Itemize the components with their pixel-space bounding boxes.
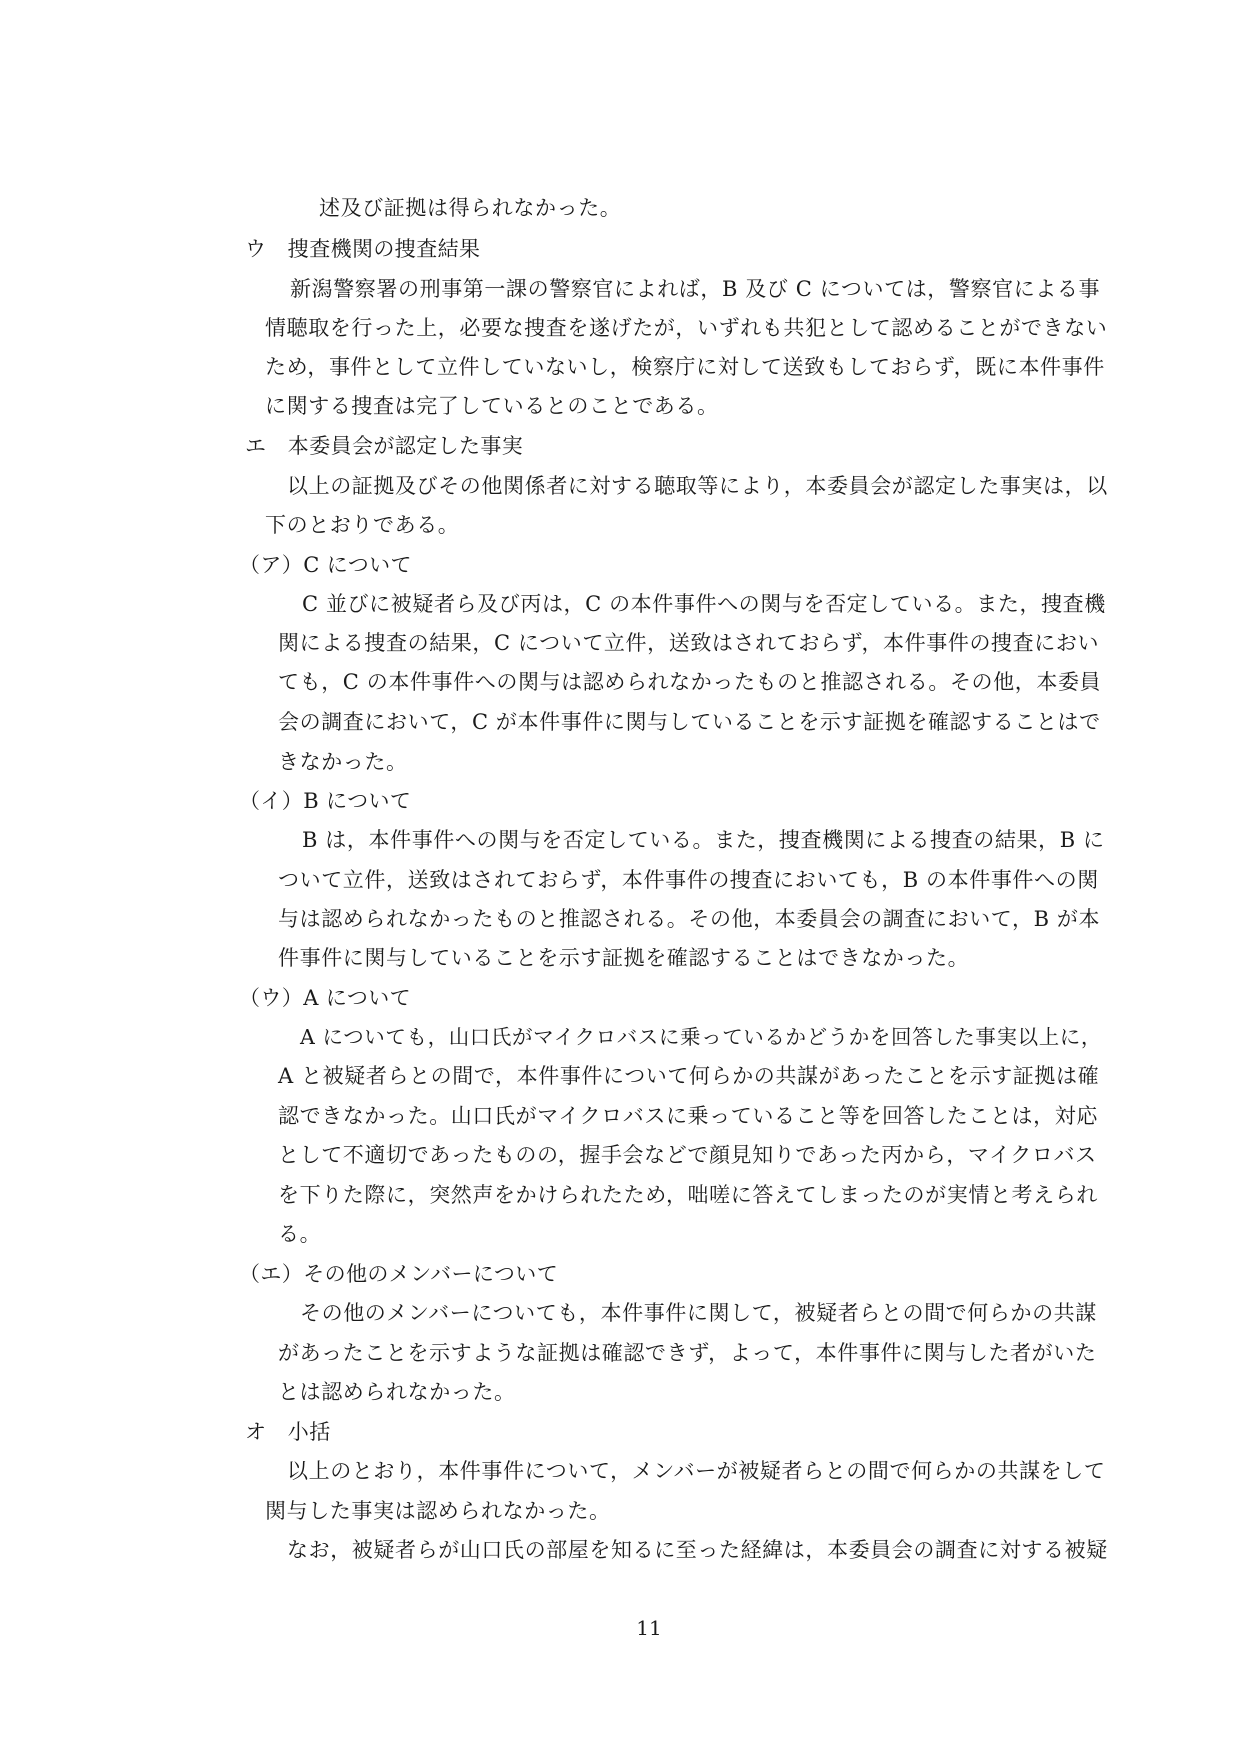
paragraph-line: その他のメンバーについても，本件事件に関して，被疑者らとの間で何らかの共謀 — [300, 1301, 1097, 1325]
section-heading-u: ウ 捜査機関の捜査結果 — [245, 237, 481, 261]
paragraph-line: 関による捜査の結果，C について立件，送致はされておらず，本件事件の捜査におい — [278, 631, 1100, 655]
paragraph-line: る。 — [278, 1222, 322, 1246]
paragraph-line: 新潟警察署の刑事第一課の警察官によれば，B 及び C については，警察官による事 — [290, 277, 1101, 301]
paragraph-line: 述及び証拠は得られなかった。 — [319, 196, 622, 220]
paragraph-line: を下りた際に，突然声をかけられたため，咄嗟に答えてしまったのが実情と考えられ — [278, 1183, 1098, 1207]
paragraph-line: 以上のとおり，本件事件について，メンバーが被疑者らとの間で何らかの共謀をして — [287, 1459, 1106, 1483]
paragraph-line: B は，本件事件への関与を否定している。また，捜査機関による捜査の結果，B に — [302, 828, 1105, 852]
paragraph-line: なお，被疑者らが山口氏の部屋を知るに至った経緯は，本委員会の調査に対する被疑 — [287, 1538, 1108, 1562]
subsection-heading-u: （ウ）A について — [239, 986, 412, 1010]
paragraph-line: に関する捜査は完了しているとのことである。 — [265, 394, 719, 418]
paragraph-line: 件事件に関与していることを示す証拠を確認することはできなかった。 — [278, 946, 970, 970]
paragraph-line: とは認められなかった。 — [278, 1380, 516, 1404]
paragraph-line: 下のとおりである。 — [265, 513, 460, 537]
paragraph-line: 与は認められなかったものと推認される。その他，本委員会の調査において，B が本 — [278, 907, 1101, 931]
paragraph-line: きなかった。 — [278, 750, 408, 774]
paragraph-line: ため，事件として立件していないし，検察庁に対して送致もしておらず，既に本件事件 — [265, 355, 1105, 379]
paragraph-line: 以上の証拠及びその他関係者に対する聴取等により，本委員会が認定した事実は，以 — [287, 474, 1108, 498]
paragraph-line: A と被疑者らとの間で，本件事件について何らかの共謀があったことを示す証拠は確 — [278, 1064, 1100, 1088]
paragraph-line: があったことを示すような証拠は確認できず，よって，本件事件に関与した者がいた — [278, 1341, 1097, 1365]
subsection-heading-e: （エ）その他のメンバーについて — [239, 1262, 559, 1286]
page-number: 11 — [636, 1616, 662, 1640]
section-heading-o: オ 小括 — [245, 1420, 331, 1444]
subsection-heading-i: （イ）B について — [239, 789, 412, 813]
paragraph-line: として不適切であったものの，握手会などで顔見知りであった丙から，マイクロバス — [278, 1143, 1097, 1167]
subsection-heading-a: （ア）C について — [239, 553, 412, 577]
paragraph-line: C 並びに被疑者ら及び丙は，C の本件事件への関与を否定している。また，捜査機 — [302, 592, 1106, 616]
paragraph-line: 情聴取を行った上，必要な捜査を遂げたが，いずれも共犯として認めることができない — [265, 316, 1108, 340]
section-heading-e: エ 本委員会が認定した事実 — [245, 434, 524, 458]
paragraph-line: A についても，山口氏がマイクロバスに乗っているかどうかを回答した事実以上に， — [300, 1025, 1102, 1049]
paragraph-line: 会の調査において，C が本件事件に関与していることを示す証拠を確認することはで — [278, 710, 1101, 734]
paragraph-line: 認できなかった。山口氏がマイクロバスに乗っていること等を回答したことは，対応 — [278, 1104, 1098, 1128]
paragraph-line: 関与した事実は認められなかった。 — [265, 1499, 611, 1523]
paragraph-line: ついて立件，送致はされておらず，本件事件の捜査においても，B の本件事件への関 — [278, 868, 1099, 892]
paragraph-line: ても，C の本件事件への関与は認められなかったものと推認される。その他，本委員 — [278, 670, 1102, 694]
